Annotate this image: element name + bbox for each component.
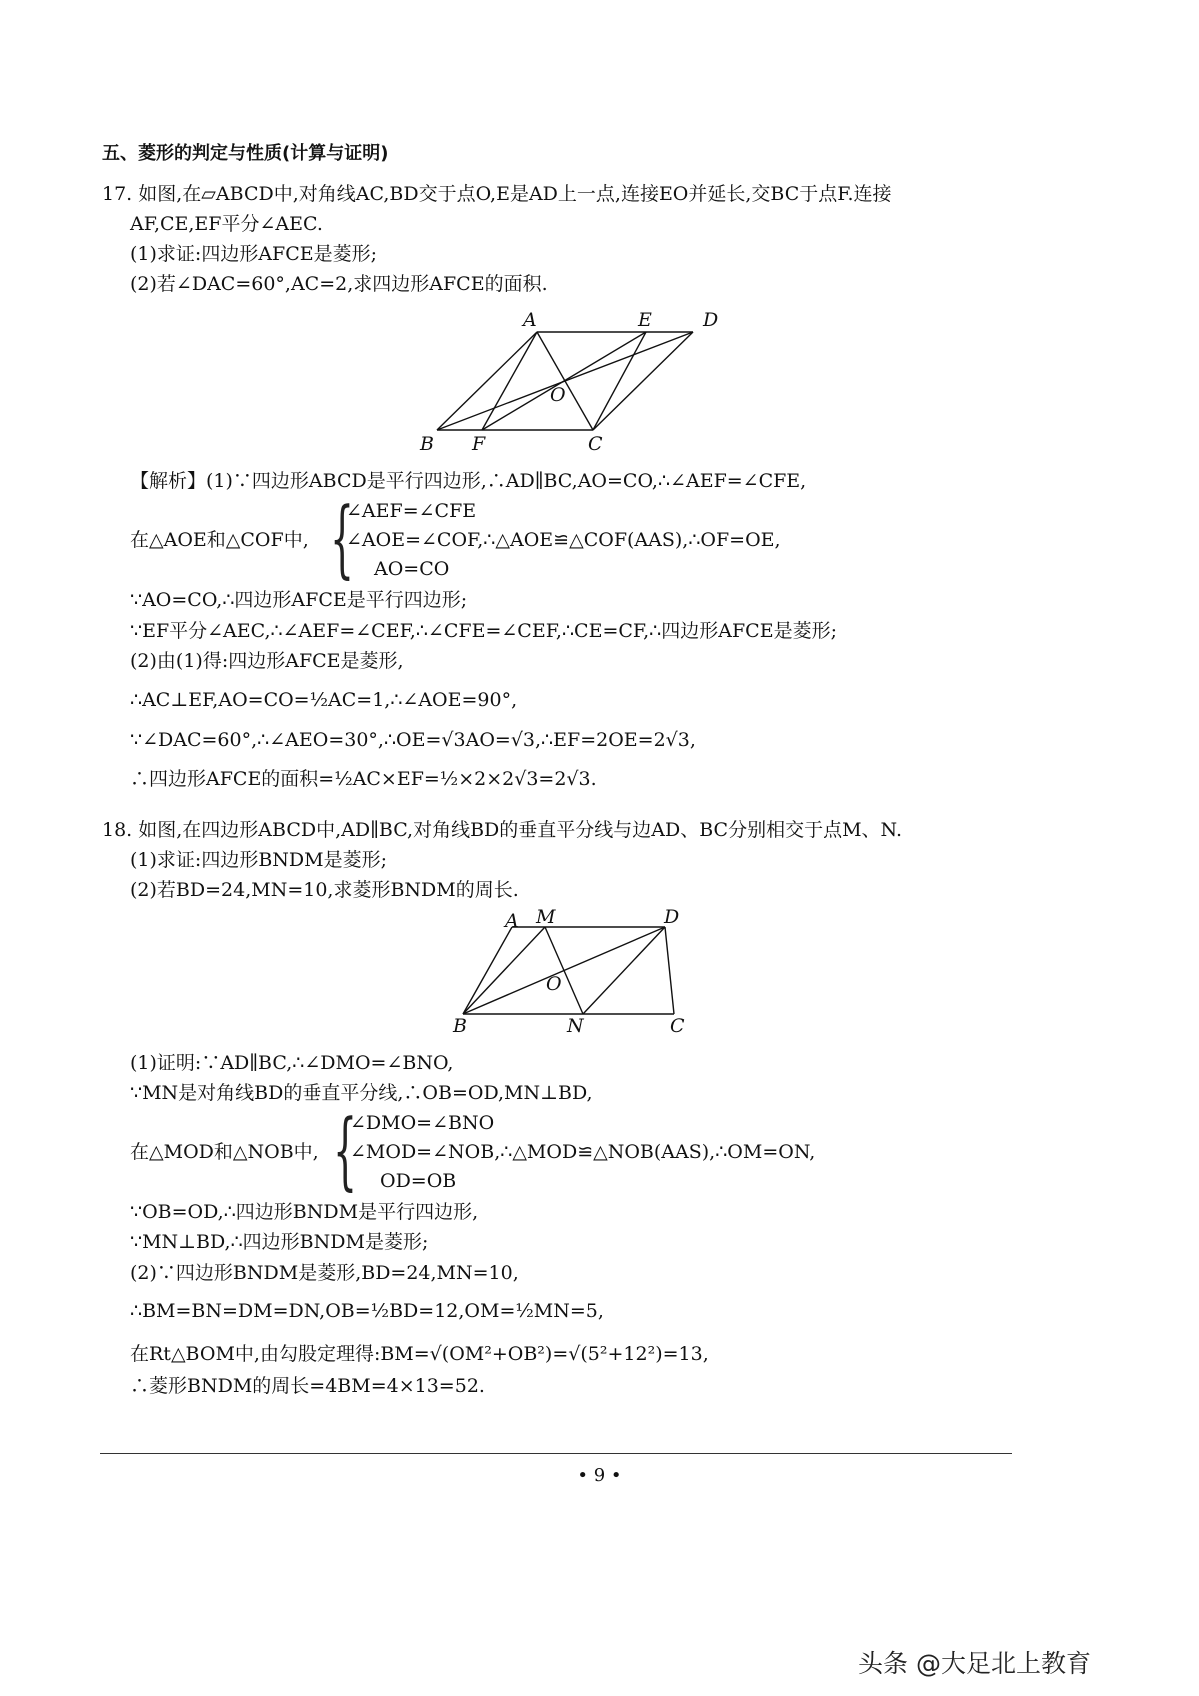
p17-system-line-1: ∠AEF=∠CFE	[346, 500, 477, 522]
p18-system-line-1: ∠DMO=∠BNO	[350, 1112, 495, 1134]
p18-solution-line-5: (2)∵四边形BNDM是菱形,BD=24,MN=10,	[130, 1262, 519, 1284]
p17-question-2: (2)若∠DAC=60°,AC=2,求四边形AFCE的面积.	[130, 273, 548, 295]
p18-solution-line-8: ∴菱形BNDM的周长=4BM=4×13=52.	[130, 1375, 485, 1397]
p17-label-c: C	[588, 433, 603, 455]
p17-solution-line-1: 【解析】(1)∵四边形ABCD是平行四边形,∴AD∥BC,AO=CO,∴∠AEF=∠CFE,	[130, 470, 807, 492]
p18-system-line-2: ∠MOD=∠NOB,∴△MOD≌△NOB(AAS),∴OM=ON,	[350, 1141, 816, 1163]
p18-solution-line-7: 在Rt△BOM中,由勾股定理得:BM=√(OM²+OB²)=√(5²+12²)=13,	[130, 1343, 709, 1365]
p17-solution-line-5: ∴AC⊥EF,AO=CO=½AC=1,∴∠AOE=90°,	[130, 689, 518, 711]
p17-stem-line-2: AF,CE,EF平分∠AEC.	[130, 213, 323, 235]
p18-system-brace: {	[333, 1101, 358, 1199]
p17-system-brace: {	[330, 489, 355, 587]
p18-solution-line-3: ∵OB=OD,∴四边形BNDM是平行四边形,	[130, 1201, 479, 1223]
page-number: • 9 •	[577, 1465, 622, 1486]
section-heading: 五、菱形的判定与性质(计算与证明)	[102, 143, 389, 164]
p18-label-c: C	[670, 1015, 685, 1037]
p17-label-o: O	[550, 384, 566, 406]
p18-solution-line-1: (1)证明:∵AD∥BC,∴∠DMO=∠BNO,	[130, 1052, 454, 1074]
p17-solution-line-7: ∴四边形AFCE的面积=½AC×EF=½×2×2√3=2√3.	[130, 768, 597, 790]
p17-solution-line-2: ∵AO=CO,∴四边形AFCE是平行四边形;	[130, 589, 468, 611]
p18-system-prefix: 在△MOD和△NOB中,	[130, 1141, 319, 1163]
p18-label-n: N	[567, 1015, 584, 1037]
p17-solution-line-6: ∵∠DAC=60°,∴∠AEO=30°,∴OE=√3AO=√3,∴EF=2OE=2√3,	[130, 729, 696, 751]
p17-label-a: A	[523, 309, 537, 331]
p18-label-o: O	[546, 973, 562, 995]
p17-question-1: (1)求证:四边形AFCE是菱形;	[130, 243, 378, 265]
p17-stem-line-1: 17. 如图,在▱ABCD中,对角线AC,BD交于点O,E是AD上一点,连接EO并延长,交BC于点F.连接	[102, 183, 892, 205]
p18-system-line-3: OD=OB	[380, 1170, 457, 1192]
p18-question-2: (2)若BD=24,MN=10,求菱形BNDM的周长.	[130, 879, 519, 901]
p18-label-a: A	[505, 910, 519, 932]
p18-solution-line-6: ∴BM=BN=DM=DN,OB=½BD=12,OM=½MN=5,	[130, 1300, 604, 1322]
p18-label-m: M	[536, 906, 556, 928]
p17-system-prefix: 在△AOE和△COF中,	[130, 529, 309, 551]
p18-solution-line-2: ∵MN是对角线BD的垂直平分线,∴OB=OD,MN⊥BD,	[130, 1082, 593, 1104]
p17-label-b: B	[420, 433, 434, 455]
p17-label-e: E	[638, 309, 652, 331]
p18-question-1: (1)求证:四边形BNDM是菱形;	[130, 849, 387, 871]
p17-label-f: F	[472, 433, 486, 455]
footer-rule	[100, 1453, 1012, 1454]
watermark: 头条 @大足北上教育	[858, 1649, 1091, 1678]
p17-label-d: D	[703, 309, 719, 331]
p17-system-line-3: AO=CO	[374, 558, 450, 580]
p17-solution-line-4: (2)由(1)得:四边形AFCE是菱形,	[130, 650, 404, 672]
p18-stem-line-1: 18. 如图,在四边形ABCD中,AD∥BC,对角线BD的垂直平分线与边AD、BC分别相交于点M、N.	[102, 819, 902, 841]
p17-solution-line-3: ∵EF平分∠AEC,∴∠AEF=∠CEF,∴∠CFE=∠CEF,∴CE=CF,∴四边形AFCE是菱形;	[130, 620, 837, 642]
p17-figure	[400, 300, 740, 460]
p17-system-line-2: ∠AOE=∠COF,∴△AOE≌△COF(AAS),∴OF=OE,	[346, 529, 781, 551]
p18-label-b: B	[453, 1015, 467, 1037]
p18-solution-line-4: ∵MN⊥BD,∴四边形BNDM是菱形;	[130, 1231, 429, 1253]
p18-label-d: D	[664, 906, 680, 928]
p18-figure	[440, 900, 700, 1040]
